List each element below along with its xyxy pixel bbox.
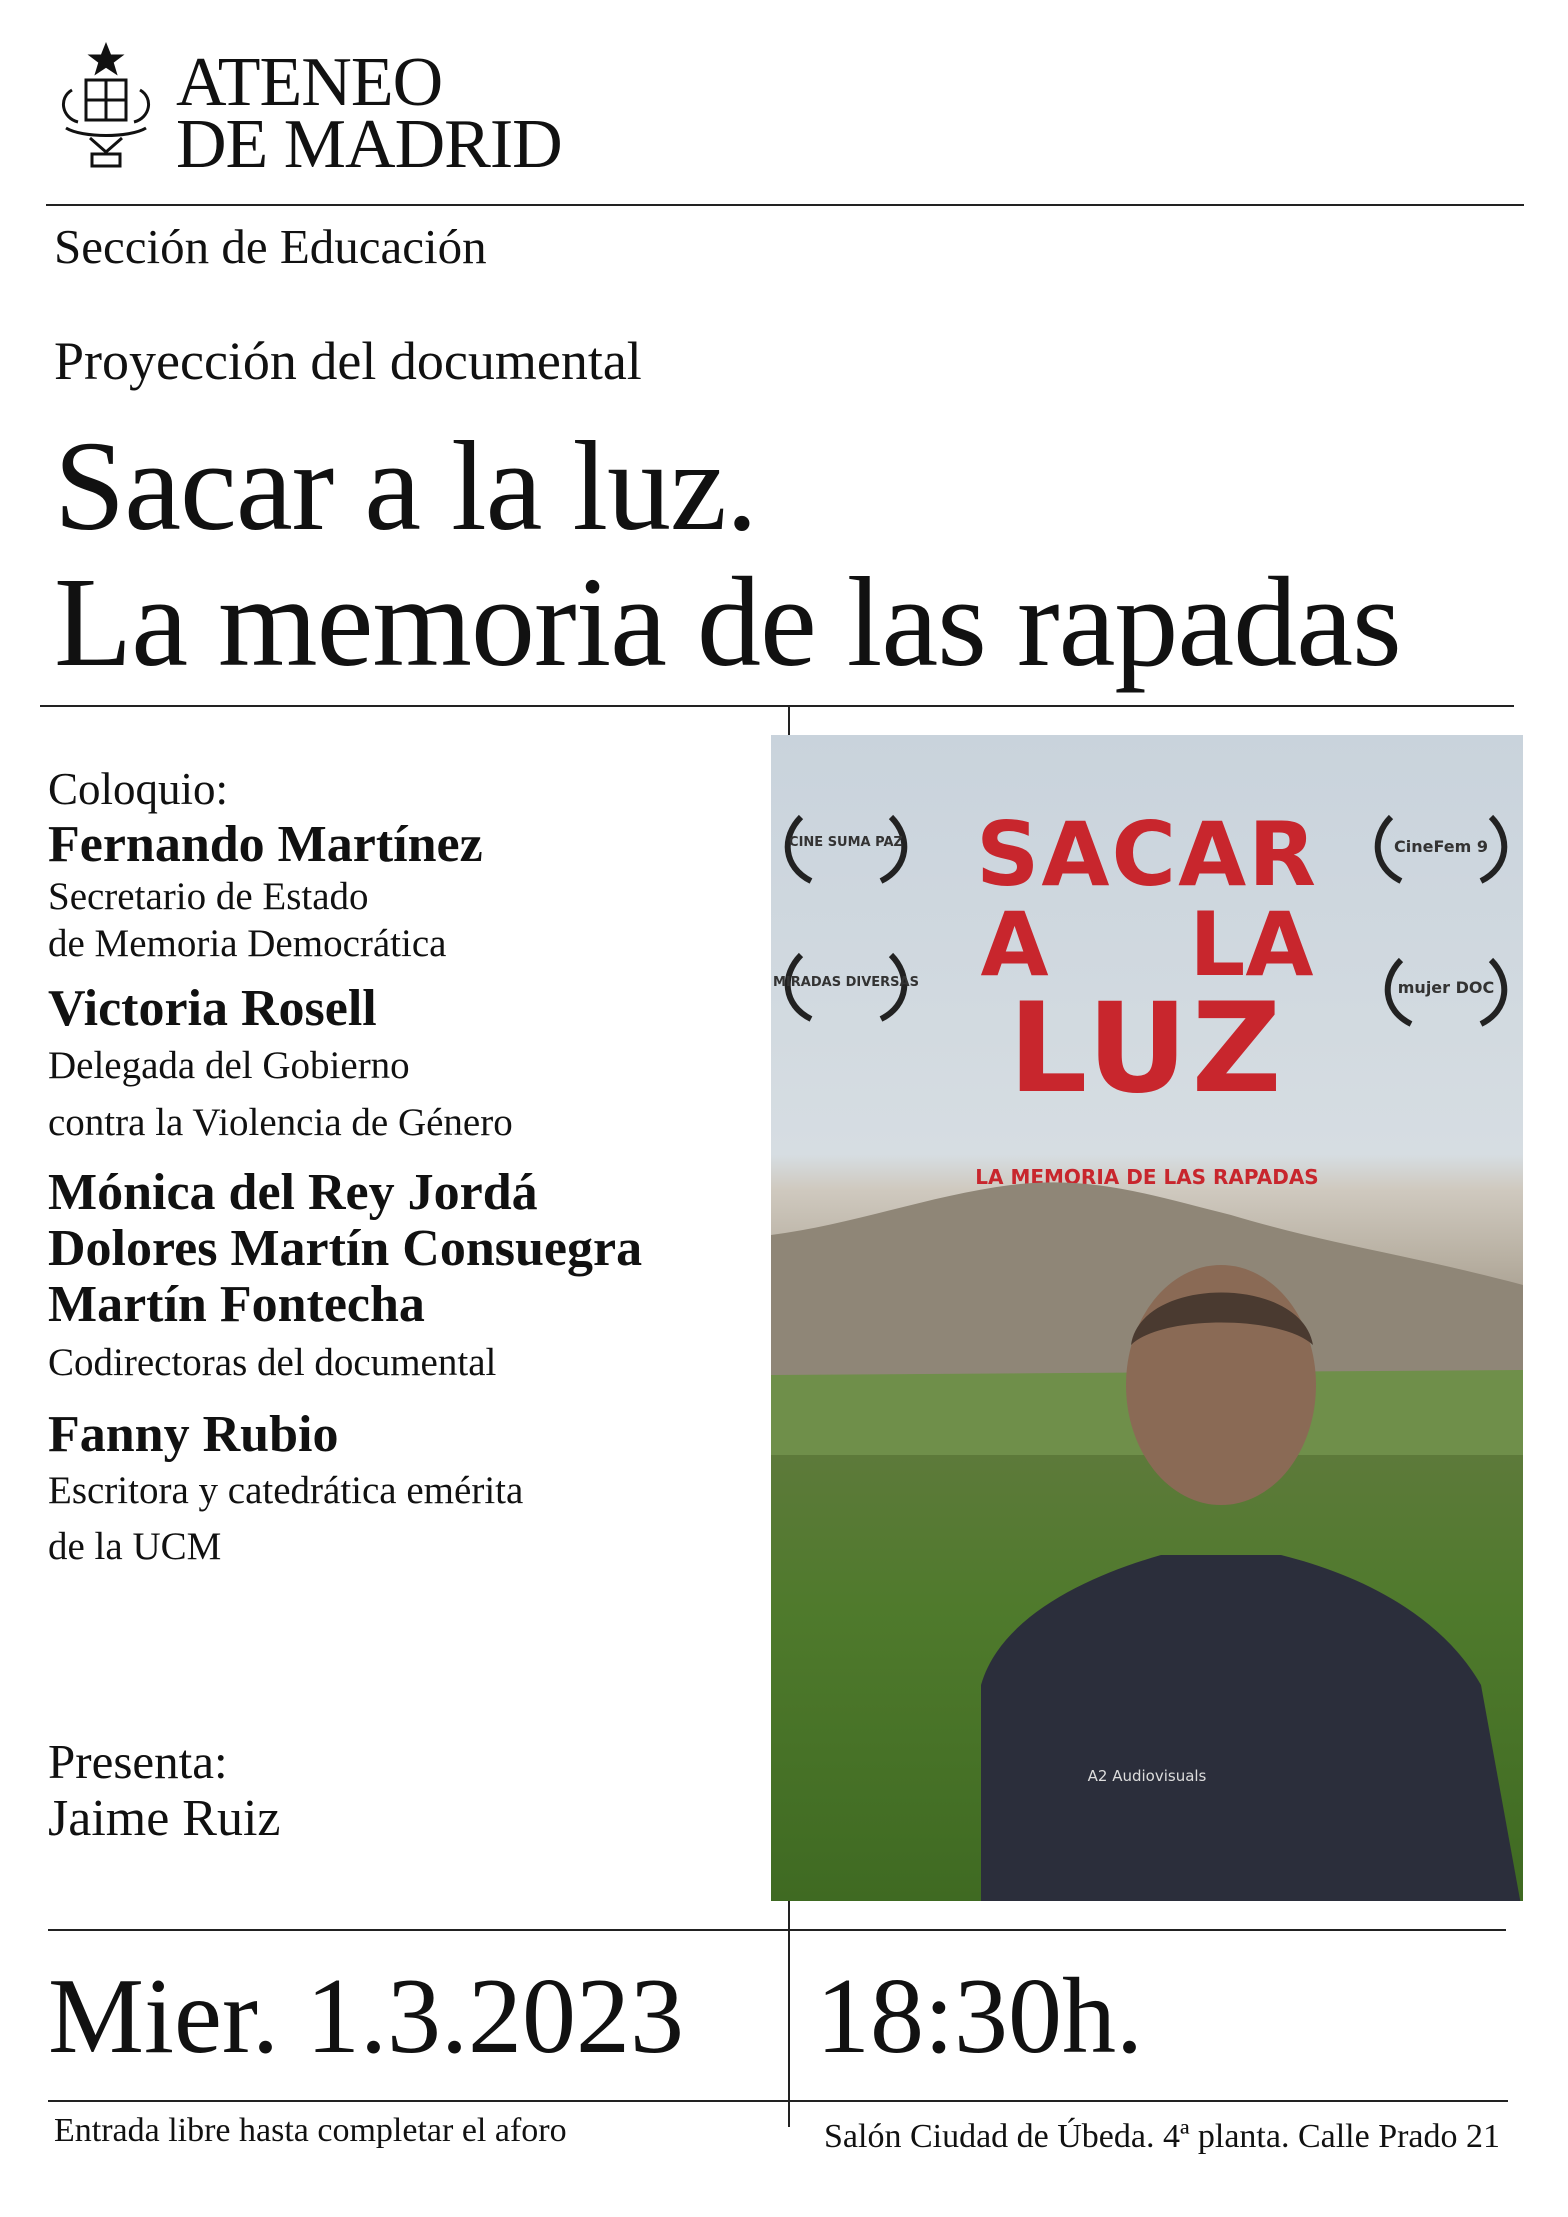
film-poster [771, 735, 1523, 1901]
title-line-1: Sacar a la luz. [54, 415, 757, 557]
speaker-role-line: contra la Violencia de Género [48, 1101, 513, 1144]
speaker-name: Fanny Rubio [48, 1406, 339, 1463]
laurel-text: MIRADAS DIVERSAS [773, 975, 919, 990]
rule-vertical-top [788, 705, 790, 735]
speaker-role-line: Escritora y catedrática emérita [48, 1469, 524, 1512]
colloquium [48, 765, 768, 1589]
section-label: Sección de Educación [54, 219, 487, 274]
speaker-role [48, 873, 768, 967]
speaker-role-line: de la UCM [48, 1525, 222, 1568]
poster-title-line-3: LUZ [1008, 977, 1286, 1121]
speaker-role-line: Codirectoras del documental [48, 1341, 497, 1384]
poster-title-line-2: A LA [980, 893, 1314, 996]
kicker: Proyección del documental [54, 331, 642, 391]
colloquium-label: Coloquio: [48, 764, 229, 814]
rule-vertical-mid [788, 1901, 790, 1929]
person-figure [921, 1215, 1521, 1901]
speaker-name: Victoria Rosell [48, 980, 377, 1037]
rule-date-top [48, 1929, 1506, 1931]
poster-subtitle: LA MEMORIA DE LAS RAPADAS [975, 1165, 1319, 1189]
speaker-name: Fernando Martínez [48, 816, 483, 873]
crest-icon [52, 42, 160, 172]
title-line-2: La memoria de las rapadas [54, 551, 1401, 693]
poster-credit: A2 Audiovisuals [1087, 1767, 1207, 1785]
event-time: 18:30h. [816, 1957, 1144, 2076]
speaker-role-line: Delegada del Gobierno [48, 1044, 410, 1087]
speaker-name: Martín Fontecha [48, 1276, 425, 1333]
rule-date-bottom [48, 2100, 1508, 2102]
speaker-role [48, 1463, 768, 1575]
rule-title [40, 705, 1514, 707]
speaker-role [48, 1037, 768, 1151]
event-date: Mier. 1.3.2023 [48, 1957, 684, 2076]
speaker-role-line: Secretario de Estado [48, 875, 369, 918]
presenter-name: Jaime Ruiz [48, 1790, 281, 1847]
venue: Salón Ciudad de Úbeda. 4ª planta. Calle Prado 21 [824, 2118, 1501, 2155]
logo-line-1: ATENEO [176, 44, 443, 121]
rule-top [46, 204, 1524, 206]
speaker-role-line: de Memoria Democrática [48, 922, 447, 965]
presenter-label: Presenta: [48, 1734, 228, 1789]
poster-title-line-1: SACAR [976, 803, 1318, 906]
laurel-text: CineFem 9 [1394, 837, 1488, 856]
speaker-name: Dolores Martín Consuegra [48, 1220, 643, 1277]
logo-line-2: DE MADRID [176, 106, 562, 183]
entry-note: Entrada libre hasta completar el aforo [54, 2112, 567, 2149]
rule-vertical-bottom [788, 1929, 790, 2127]
laurel-text: CINE SUMA PAZ [789, 835, 903, 850]
logo-emblem [52, 42, 160, 172]
laurel-text: mujer DOC [1397, 978, 1495, 997]
speaker-role [48, 1333, 768, 1393]
speaker-name: Mónica del Rey Jordá [48, 1164, 538, 1221]
